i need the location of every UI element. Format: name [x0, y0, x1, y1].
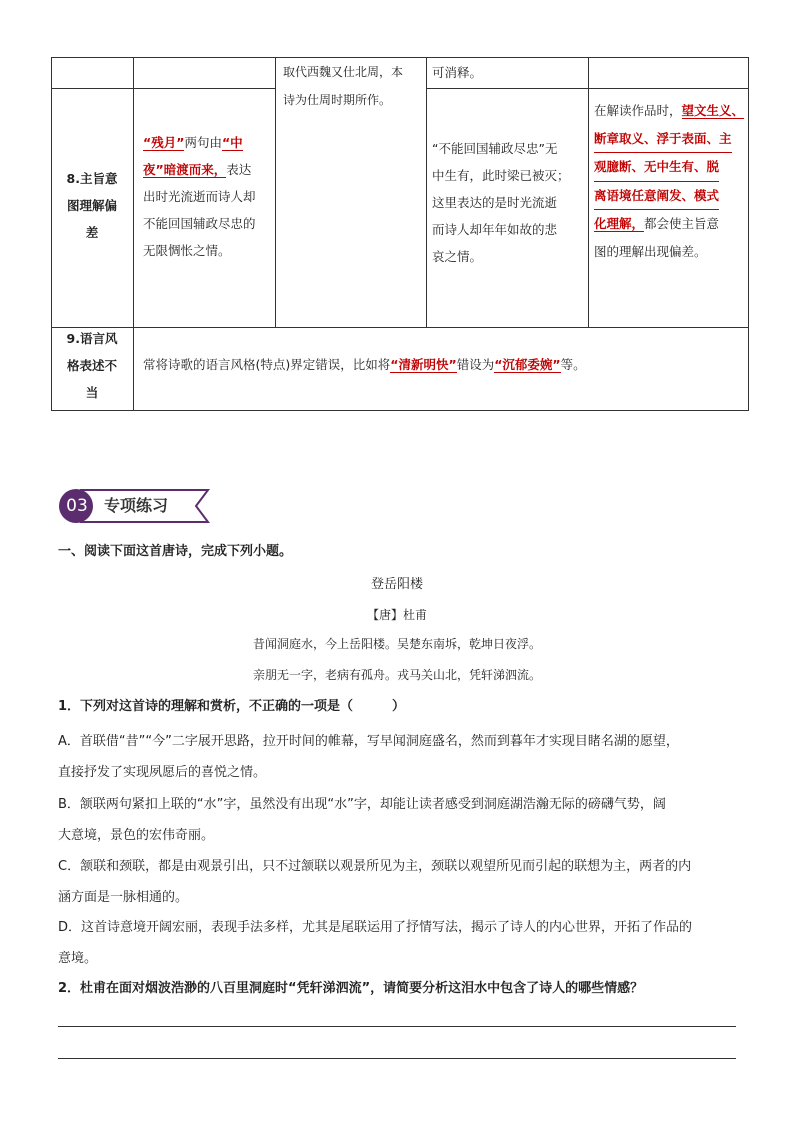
error-line: 而诗人却年年如故的悲 — [432, 222, 558, 237]
exercise-heading: 一、阅读下面这首唐诗，完成下列小题。 — [58, 544, 293, 559]
option-d[interactable] — [58, 912, 738, 974]
row-label-line: 8.主旨意 — [66, 171, 118, 186]
table-col-divider — [133, 57, 134, 411]
analysis-table — [51, 57, 749, 410]
plain-text: 常将诗歌的语言风格(特点)界定错误，比如将 — [143, 357, 391, 372]
option-line: C．颔联和颈联，都是由观景引出，只不过颔联以观景所见为主，颈联以观望所见而引起的联想为主，两者的内 — [58, 859, 692, 874]
red-phrase: “残月” — [143, 135, 185, 150]
error-analysis-cell — [432, 135, 570, 270]
example-line: 不能回国辅政尽忠的 — [143, 216, 256, 231]
error-line: 这里表达的是时光流逝 — [432, 195, 558, 210]
option-line: D．这首诗意境开阔宏丽，表现手法多样，尤其是尾联运用了抒情写法，揭示了诗人的内心世界，开拓了作品的 — [58, 920, 693, 935]
table-col-divider — [275, 57, 276, 328]
error-line: “不能回国辅政尽忠”无 — [432, 141, 558, 156]
option-line: 大意境，景色的宏伟奇丽。 — [58, 828, 215, 843]
option-b[interactable] — [58, 789, 738, 851]
poem-line: 亲朋无一字，老病有孤舟。戎马关山北，凭轩涕泗流。 — [252, 668, 541, 682]
row-label-line: 当 — [85, 385, 99, 400]
table-cell-text: 取代西魏又仕北周，本 — [283, 65, 404, 79]
option-line: 涵方面是一脉相通的。 — [58, 890, 189, 905]
red-phrase: 断章取义、浮于表面、主 — [594, 125, 732, 154]
plain-text: 两句由 — [184, 135, 222, 150]
answer-line[interactable] — [58, 1026, 736, 1027]
question-1: 1．下列对这首诗的理解和赏析，不正确的一项是（ ） — [58, 699, 406, 714]
row9-text — [143, 353, 586, 376]
table-row-divider — [51, 88, 275, 89]
section-title: 专项练习 — [104, 496, 169, 515]
plain-text: 都会使主旨意 — [644, 216, 720, 231]
row-label-9 — [51, 325, 133, 406]
example-line: 无限惆怅之情。 — [143, 243, 231, 258]
poem-line: 昔闻洞庭水，今上岳阳楼。吴楚东南坼，乾坤日夜浮。 — [252, 637, 541, 651]
table-cell-text: 可消释。 — [432, 65, 483, 80]
note-cell — [594, 97, 749, 265]
row-label-8 — [51, 165, 133, 246]
row-label-line: 9.语言风 — [66, 331, 118, 346]
red-phrase: 望文生义、 — [681, 103, 745, 118]
question-2: 2．杜甫在面对烟波浩渺的八百里洞庭时“凭轩涕泗流”，请简要分析这泪水中包含了诗人的哪些情感？ — [58, 981, 644, 996]
section-header — [58, 485, 218, 527]
row-label-line: 差 — [85, 225, 99, 240]
red-phrase: “中 — [221, 135, 243, 150]
row-label-line: 图理解偏 — [66, 198, 117, 213]
row-label-line: 格表述不 — [66, 358, 117, 373]
poem-title: 登岳阳楼 — [370, 577, 423, 592]
answer-line[interactable] — [58, 1058, 736, 1059]
red-phrase: 夜”暗渡而来， — [143, 162, 227, 177]
red-phrase: 观臆断、无中生有、脱 — [594, 153, 719, 182]
note-line: 图的理解出现偏差。 — [594, 243, 707, 259]
option-line: 直接抒发了实现夙愿后的喜悦之情。 — [58, 765, 267, 780]
plain-text: 等。 — [560, 357, 586, 372]
note-line — [594, 97, 749, 125]
table-col-divider — [588, 57, 589, 328]
table-border-bottom — [51, 410, 749, 411]
error-line: 中生有，此时梁已被灭； — [432, 168, 570, 183]
option-line: B．颔联两句紧扣上联的“水”字，虽然没有出现“水”字，却能让读者感受到洞庭湖浩瀚无际的磅礴气势，阔 — [58, 797, 666, 812]
red-phrase: 化理解， — [594, 216, 645, 231]
note-line — [594, 210, 749, 238]
option-c[interactable] — [58, 851, 738, 913]
error-line: 哀之情。 — [432, 249, 483, 264]
red-phrase: 离语境任意阐发、模式 — [594, 182, 719, 211]
red-phrase: “清新明快” — [390, 357, 457, 372]
example-line — [143, 156, 256, 183]
option-a[interactable] — [58, 726, 738, 788]
table-border-top — [51, 57, 749, 58]
option-line: A．首联借“昔”“今”二字展开思路，拉开时间的帷幕，写早闻洞庭盛名，然而到暮年才实现目睹名湖的愿望， — [58, 734, 679, 749]
option-line: 意境。 — [58, 951, 98, 966]
section-number: 03 — [66, 496, 88, 516]
example-cell — [143, 129, 256, 264]
table-col-divider — [426, 57, 427, 328]
plain-text: 错设为 — [456, 357, 495, 372]
table-row-divider — [51, 327, 749, 328]
red-phrase: “沉郁委婉” — [494, 357, 561, 372]
example-line — [143, 129, 256, 156]
example-line: 出时光流逝而诗人却 — [143, 189, 256, 204]
plain-text: 表达 — [226, 162, 252, 177]
poem-author: 【唐】杜甫 — [366, 608, 427, 622]
plain-text: 在解读作品时， — [594, 103, 682, 118]
table-cell-text: 诗为仕周时期所作。 — [283, 93, 392, 107]
